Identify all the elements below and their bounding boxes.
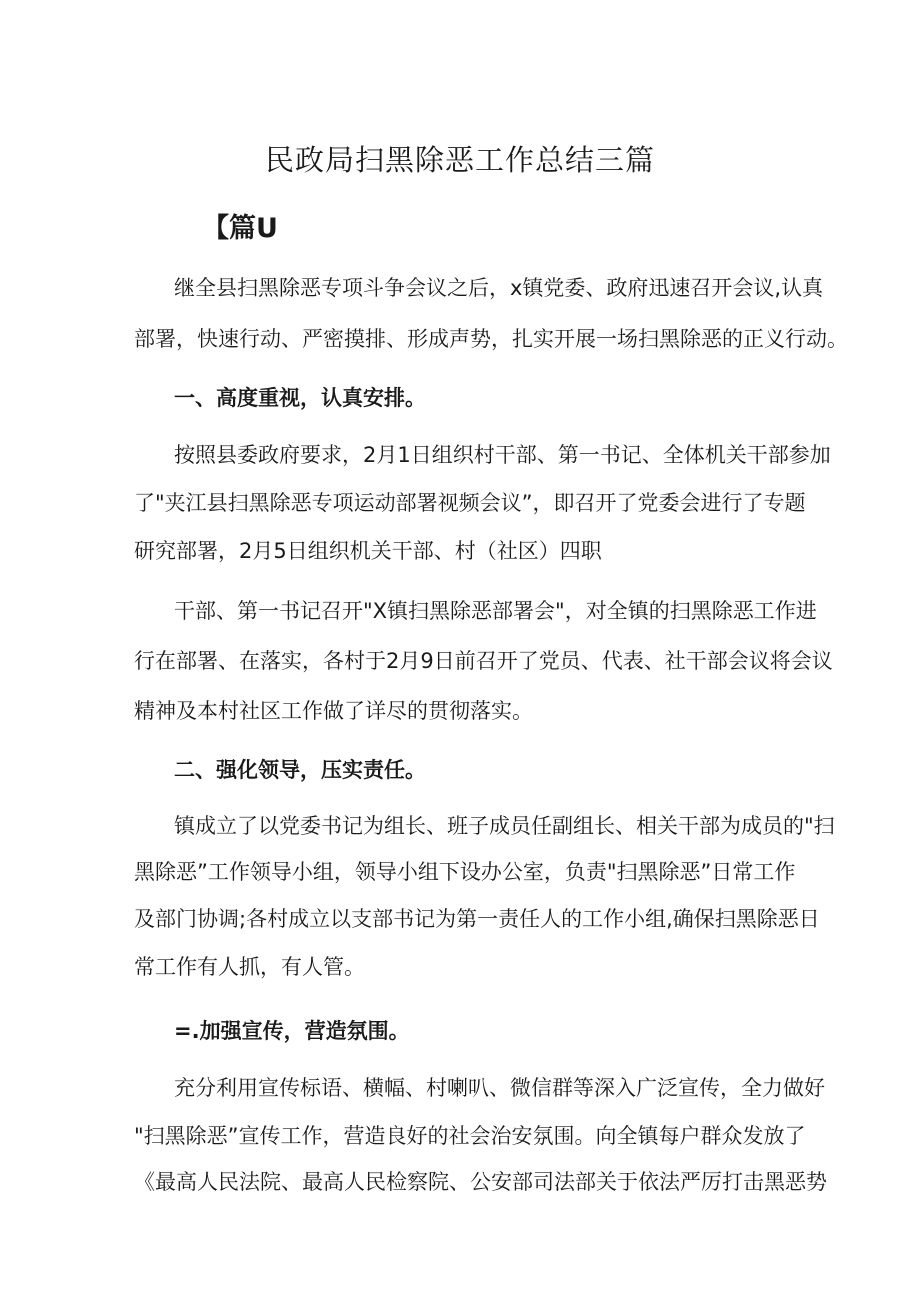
paragraph-line: 部署，快速行动、严密摸排、形成声势，扎实开展一场扫黑除恶的正义行动。: [134, 327, 848, 351]
paragraph-line: 研究部署，2月5日组织机关干部、村（社区）四职: [134, 539, 602, 563]
document-title: 民政局扫黑除恶工作总结三篇: [264, 143, 655, 177]
section-heading-2: 二、强化领导，压实责任。: [174, 758, 426, 782]
paragraph-line: 及部门协调;各村成立以支部书记为第一责任人的工作小组,确保扫黑除恶日: [134, 907, 820, 931]
paragraph-line: 常工作有人抓，有人管。: [134, 955, 365, 979]
section-label: 【篇U: [202, 213, 278, 244]
section-heading-3: =.加强宣传，营造氛围。: [174, 1019, 410, 1043]
paragraph-line: 按照县委政府要求，2月1日组织村干部、第一书记、全体机关干部参加: [174, 443, 831, 467]
section-heading-1: 一、高度重视，认真安排。: [174, 386, 426, 410]
paragraph-line: 行在部署、在落实，各村于2月9日前召开了党员、代表、社干部会议将会议: [134, 649, 833, 673]
paragraph-line: 《最高人民法院、最高人民检察院、公安部司法部关于依法严厉打击黑恶势: [134, 1170, 827, 1194]
paragraph-line: 继全县扫黑除恶专项斗争会议之后，x镇党委、政府迅速召开会议,认真: [174, 276, 824, 300]
paragraph-line: 干部、第一书记召开"X镇扫黑除恶部署会"，对全镇的扫黑除恶工作进: [174, 599, 817, 623]
paragraph-line: 精神及本村社区工作做了详尽的贯彻落实。: [134, 699, 533, 723]
paragraph-line: 充分利用宣传标语、横幅、村喇叭、微信群等深入广泛宣传，全力做好: [174, 1076, 825, 1100]
paragraph-line: 镇成立了以党委书记为组长、班子成员任副组长、相关干部为成员的"扫: [174, 814, 835, 838]
paragraph-line: 黑除恶”工作领导小组，领导小组下设办公室，负责"扫黑除恶”日常工作: [134, 860, 796, 884]
paragraph-line: "扫黑除恶”宣传工作，营造良好的社会治安氛围。向全镇每户群众发放了: [134, 1124, 806, 1148]
paragraph-line: 了"夹江县扫黑除恶专项运动部署视频会议”，即召开了党委会进行了专题: [134, 491, 806, 515]
